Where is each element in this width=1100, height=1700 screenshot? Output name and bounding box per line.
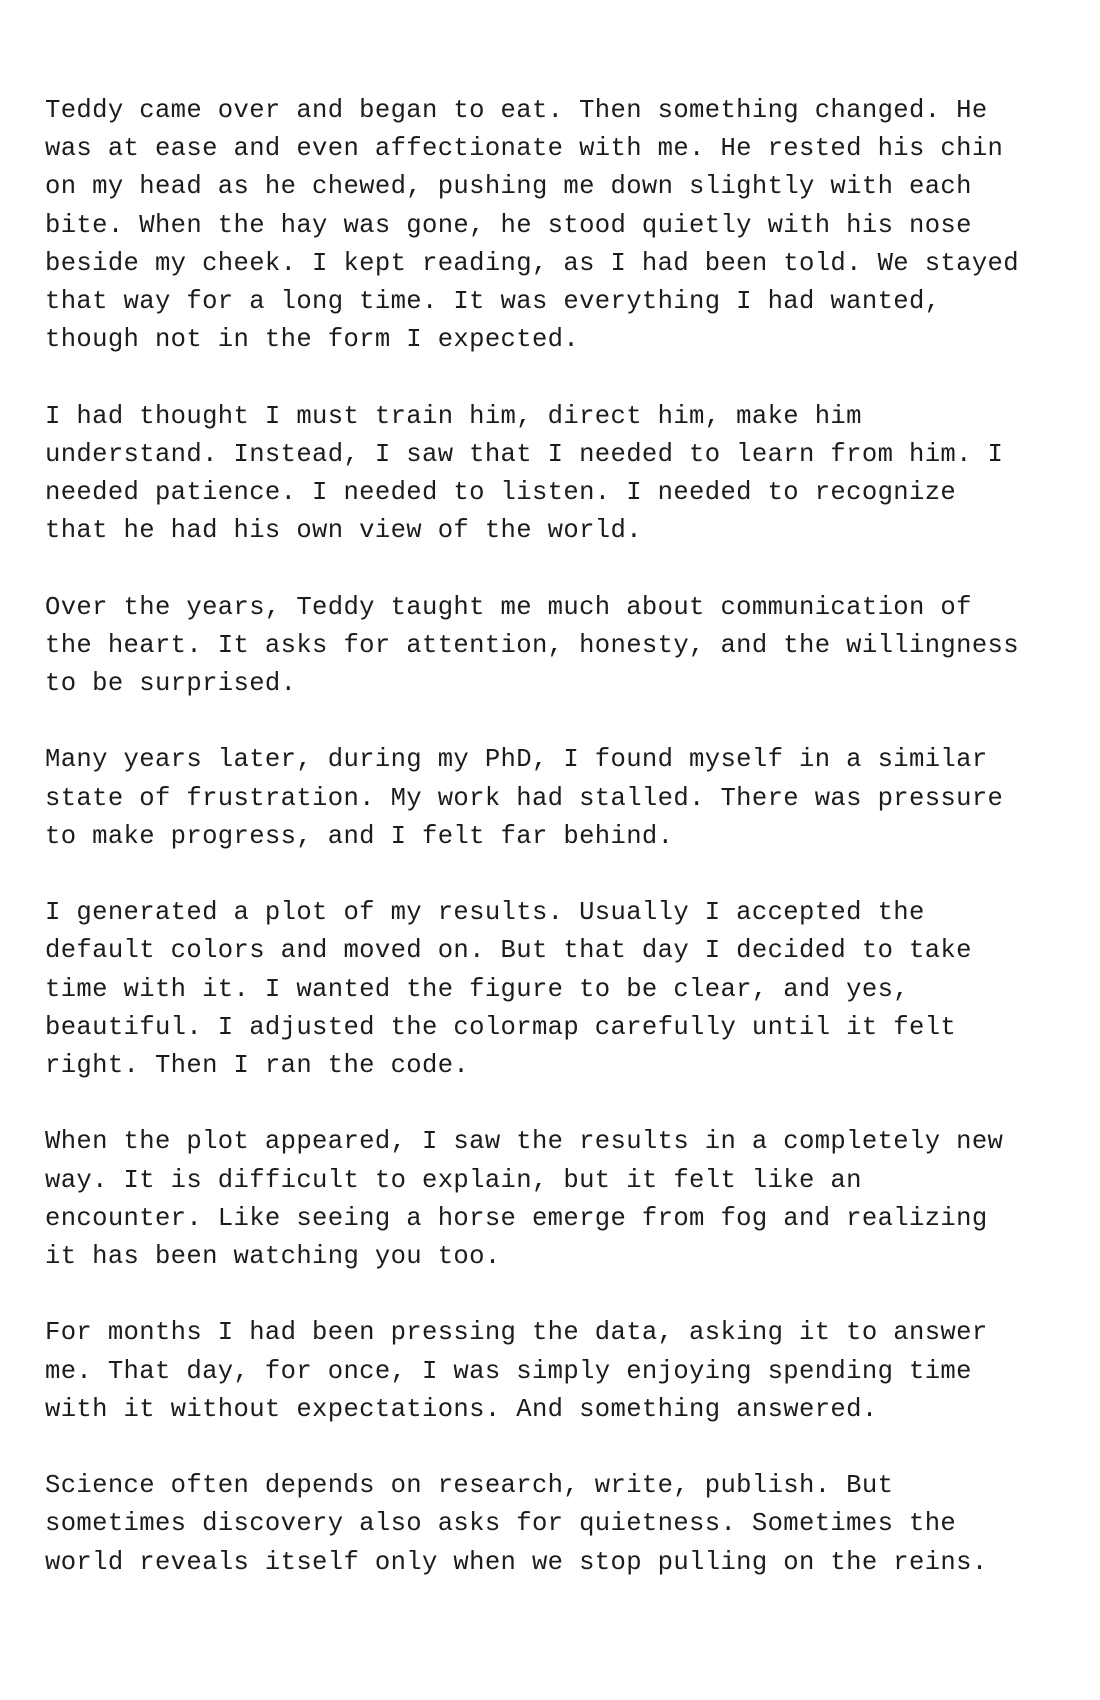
text-line: beautiful. I adjusted the colormap carefully until it felt — [45, 1012, 957, 1042]
text-line: beside my cheek. I kept reading, as I had been told. We stayed — [45, 248, 1019, 278]
text-line: Many years later, during my PhD, I found myself in a similar — [45, 745, 988, 775]
text-line: sometimes discovery also asks for quietness. Sometimes the — [45, 1509, 957, 1539]
text-line: needed patience. I needed to listen. I needed to recognize — [45, 478, 957, 508]
text-line: encounter. Like seeing a horse emerge from fog and realizing — [45, 1203, 988, 1233]
text-line: right. Then I ran the code. — [45, 1051, 470, 1081]
text-line: understand. Instead, I saw that I needed to learn from him. I — [45, 439, 1004, 469]
text-line: me. That day, for once, I was simply enjoying spending time — [45, 1356, 972, 1386]
text-line: default colors and moved on. But that day I decided to take — [45, 936, 972, 966]
paragraph-7 — [45, 1314, 1075, 1429]
paragraph-1 — [45, 92, 1075, 359]
text-line: the heart. It asks for attention, honesty, and the willingness — [45, 630, 1019, 660]
text-line: bite. When the hay was gone, he stood quietly with his nose — [45, 210, 972, 240]
text-line: it has been watching you too. — [45, 1242, 501, 1272]
text-line: way. It is difficult to explain, but it felt like an — [45, 1165, 862, 1195]
text-line: time with it. I wanted the figure to be clear, and yes, — [45, 974, 909, 1004]
paragraph-6 — [45, 1123, 1075, 1276]
text-line: Over the years, Teddy taught me much about communication of — [45, 592, 972, 622]
text-line: though not in the form I expected. — [45, 325, 580, 355]
text-line: Science often depends on research, write, publish. But — [45, 1471, 894, 1501]
paragraph-8 — [45, 1467, 1075, 1582]
text-line: to make progress, and I felt far behind. — [45, 821, 674, 851]
text-line: that he had his own view of the world. — [45, 516, 642, 546]
text-line: state of frustration. My work had stalled. There was pressure — [45, 783, 1004, 813]
text-line: with it without expectations. And something answered. — [45, 1394, 878, 1424]
text-line: I generated a plot of my results. Usually I accepted the — [45, 898, 925, 928]
paragraph-2 — [45, 398, 1075, 551]
paragraph-3 — [45, 589, 1075, 704]
text-line: on my head as he chewed, pushing me down slightly with each — [45, 172, 972, 202]
body-text — [45, 92, 1075, 1620]
text-line: For months I had been pressing the data, asking it to answer — [45, 1318, 988, 1348]
text-line: world reveals itself only when we stop pulling on the reins. — [45, 1547, 988, 1577]
text-line: Teddy came over and began to eat. Then something changed. He — [45, 96, 988, 125]
text-line: to be surprised. — [45, 669, 297, 699]
text-line: was at ease and even affectionate with me. He rested his chin — [45, 134, 1004, 164]
paragraph-5 — [45, 894, 1075, 1085]
text-line: that way for a long time. It was everything I had wanted, — [45, 287, 941, 317]
text-line: I had thought I must train him, direct him, make him — [45, 401, 862, 431]
paragraph-4 — [45, 741, 1075, 856]
text-line: When the plot appeared, I saw the results in a completely new — [45, 1127, 1004, 1157]
